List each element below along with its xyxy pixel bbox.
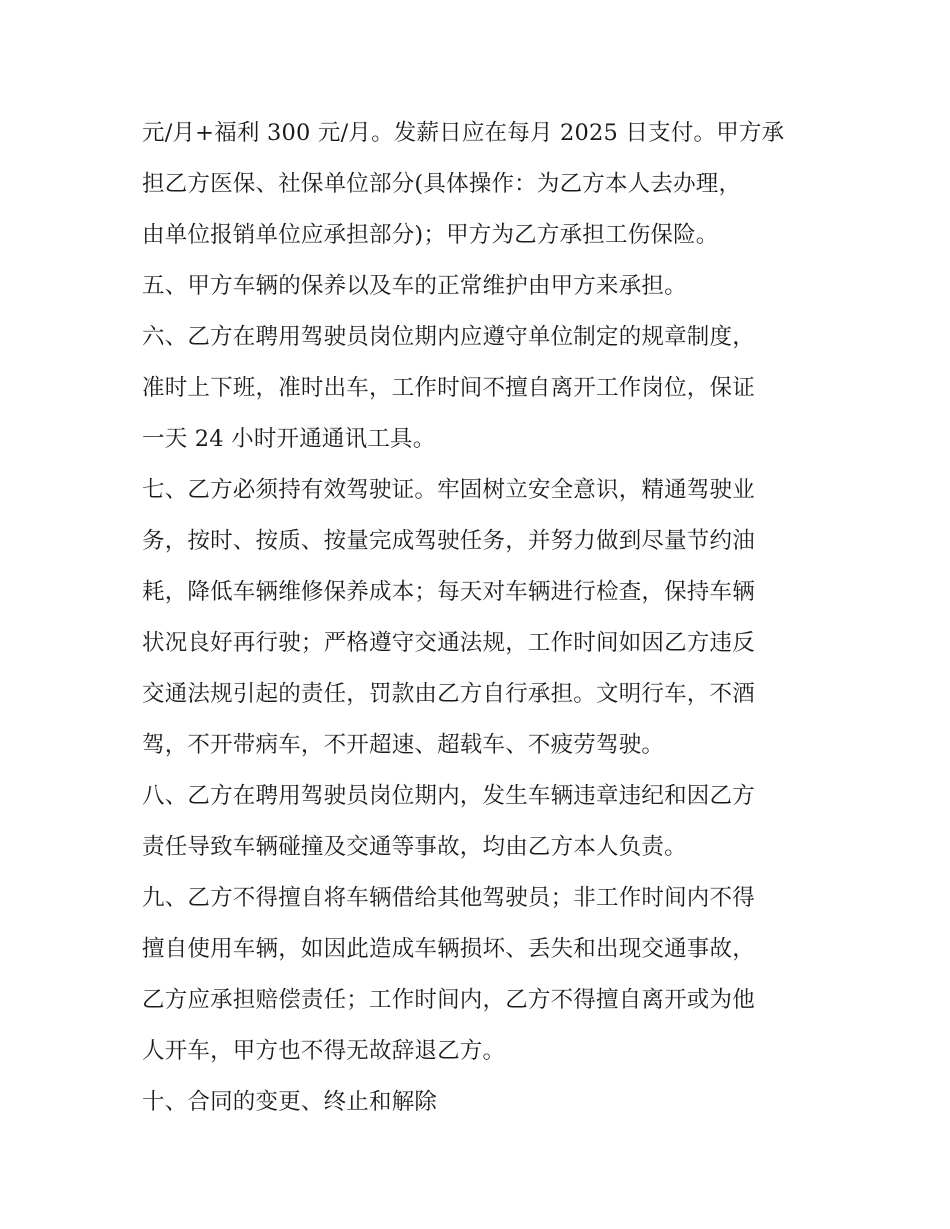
- text-line: 由单位报销单位应承担部分)；甲方为乙方承担工伤保险。: [142, 222, 719, 248]
- text-line: 一天 24 小时开通通讯工具。: [142, 426, 436, 452]
- clause-5-heading: 五、甲方车辆的保养以及车的正常维护由甲方来承担。: [142, 273, 687, 299]
- contract-body: [142, 108, 814, 1128]
- text-line: 乙方应承担赔偿责任；工作时间内，乙方不得擅自离开或为他: [142, 987, 755, 1013]
- text-line: 元/月+福利 300 元/月。发薪日应在每月 2025 日支付。甲方承: [142, 120, 785, 146]
- text-line: 务，按时、按质、按量完成驾驶任务，并努力做到尽量节约油: [142, 528, 755, 554]
- text-line: 交通法规引起的责任，罚款由乙方自行承担。文明行车，不酒: [142, 681, 755, 707]
- text-line: 担乙方医保、社保单位部分(具体操作：为乙方本人去办理，: [142, 171, 742, 197]
- text-line: 驾，不开带病车，不开超速、超载车、不疲劳驾驶。: [142, 732, 665, 758]
- text-line: 擅自使用车辆，如因此造成车辆损坏、丢失和出现交通事故，: [142, 936, 755, 962]
- text-line: 状况良好再行驶；严格遵守交通法规，工作时间如因乙方违反: [142, 630, 755, 656]
- text-line: 准时上下班，准时出车，工作时间不擅自离开工作岗位，保证: [142, 375, 755, 401]
- clause-7-heading: 七、乙方必须持有效驾驶证。牢固树立安全意识，精通驾驶业: [142, 477, 755, 503]
- clause-6-heading: 六、乙方在聘用驾驶员岗位期内应遵守单位制定的规章制度，: [142, 324, 755, 350]
- clause-9-heading: 九、乙方不得擅自将车辆借给其他驾驶员；非工作时间内不得: [142, 885, 755, 911]
- clause-10-heading: 十、合同的变更、终止和解除: [142, 1089, 438, 1115]
- text-line: 人开车，甲方也不得无故辞退乙方。: [142, 1038, 506, 1064]
- text-line: 责任导致车辆碰撞及交通等事故，均由乙方本人负责。: [142, 834, 687, 860]
- clause-8-heading: 八、乙方在聘用驾驶员岗位期内，发生车辆违章违纪和因乙方: [142, 783, 755, 809]
- text-line: 耗，降低车辆维修保养成本；每天对车辆进行检查，保持车辆: [142, 579, 755, 605]
